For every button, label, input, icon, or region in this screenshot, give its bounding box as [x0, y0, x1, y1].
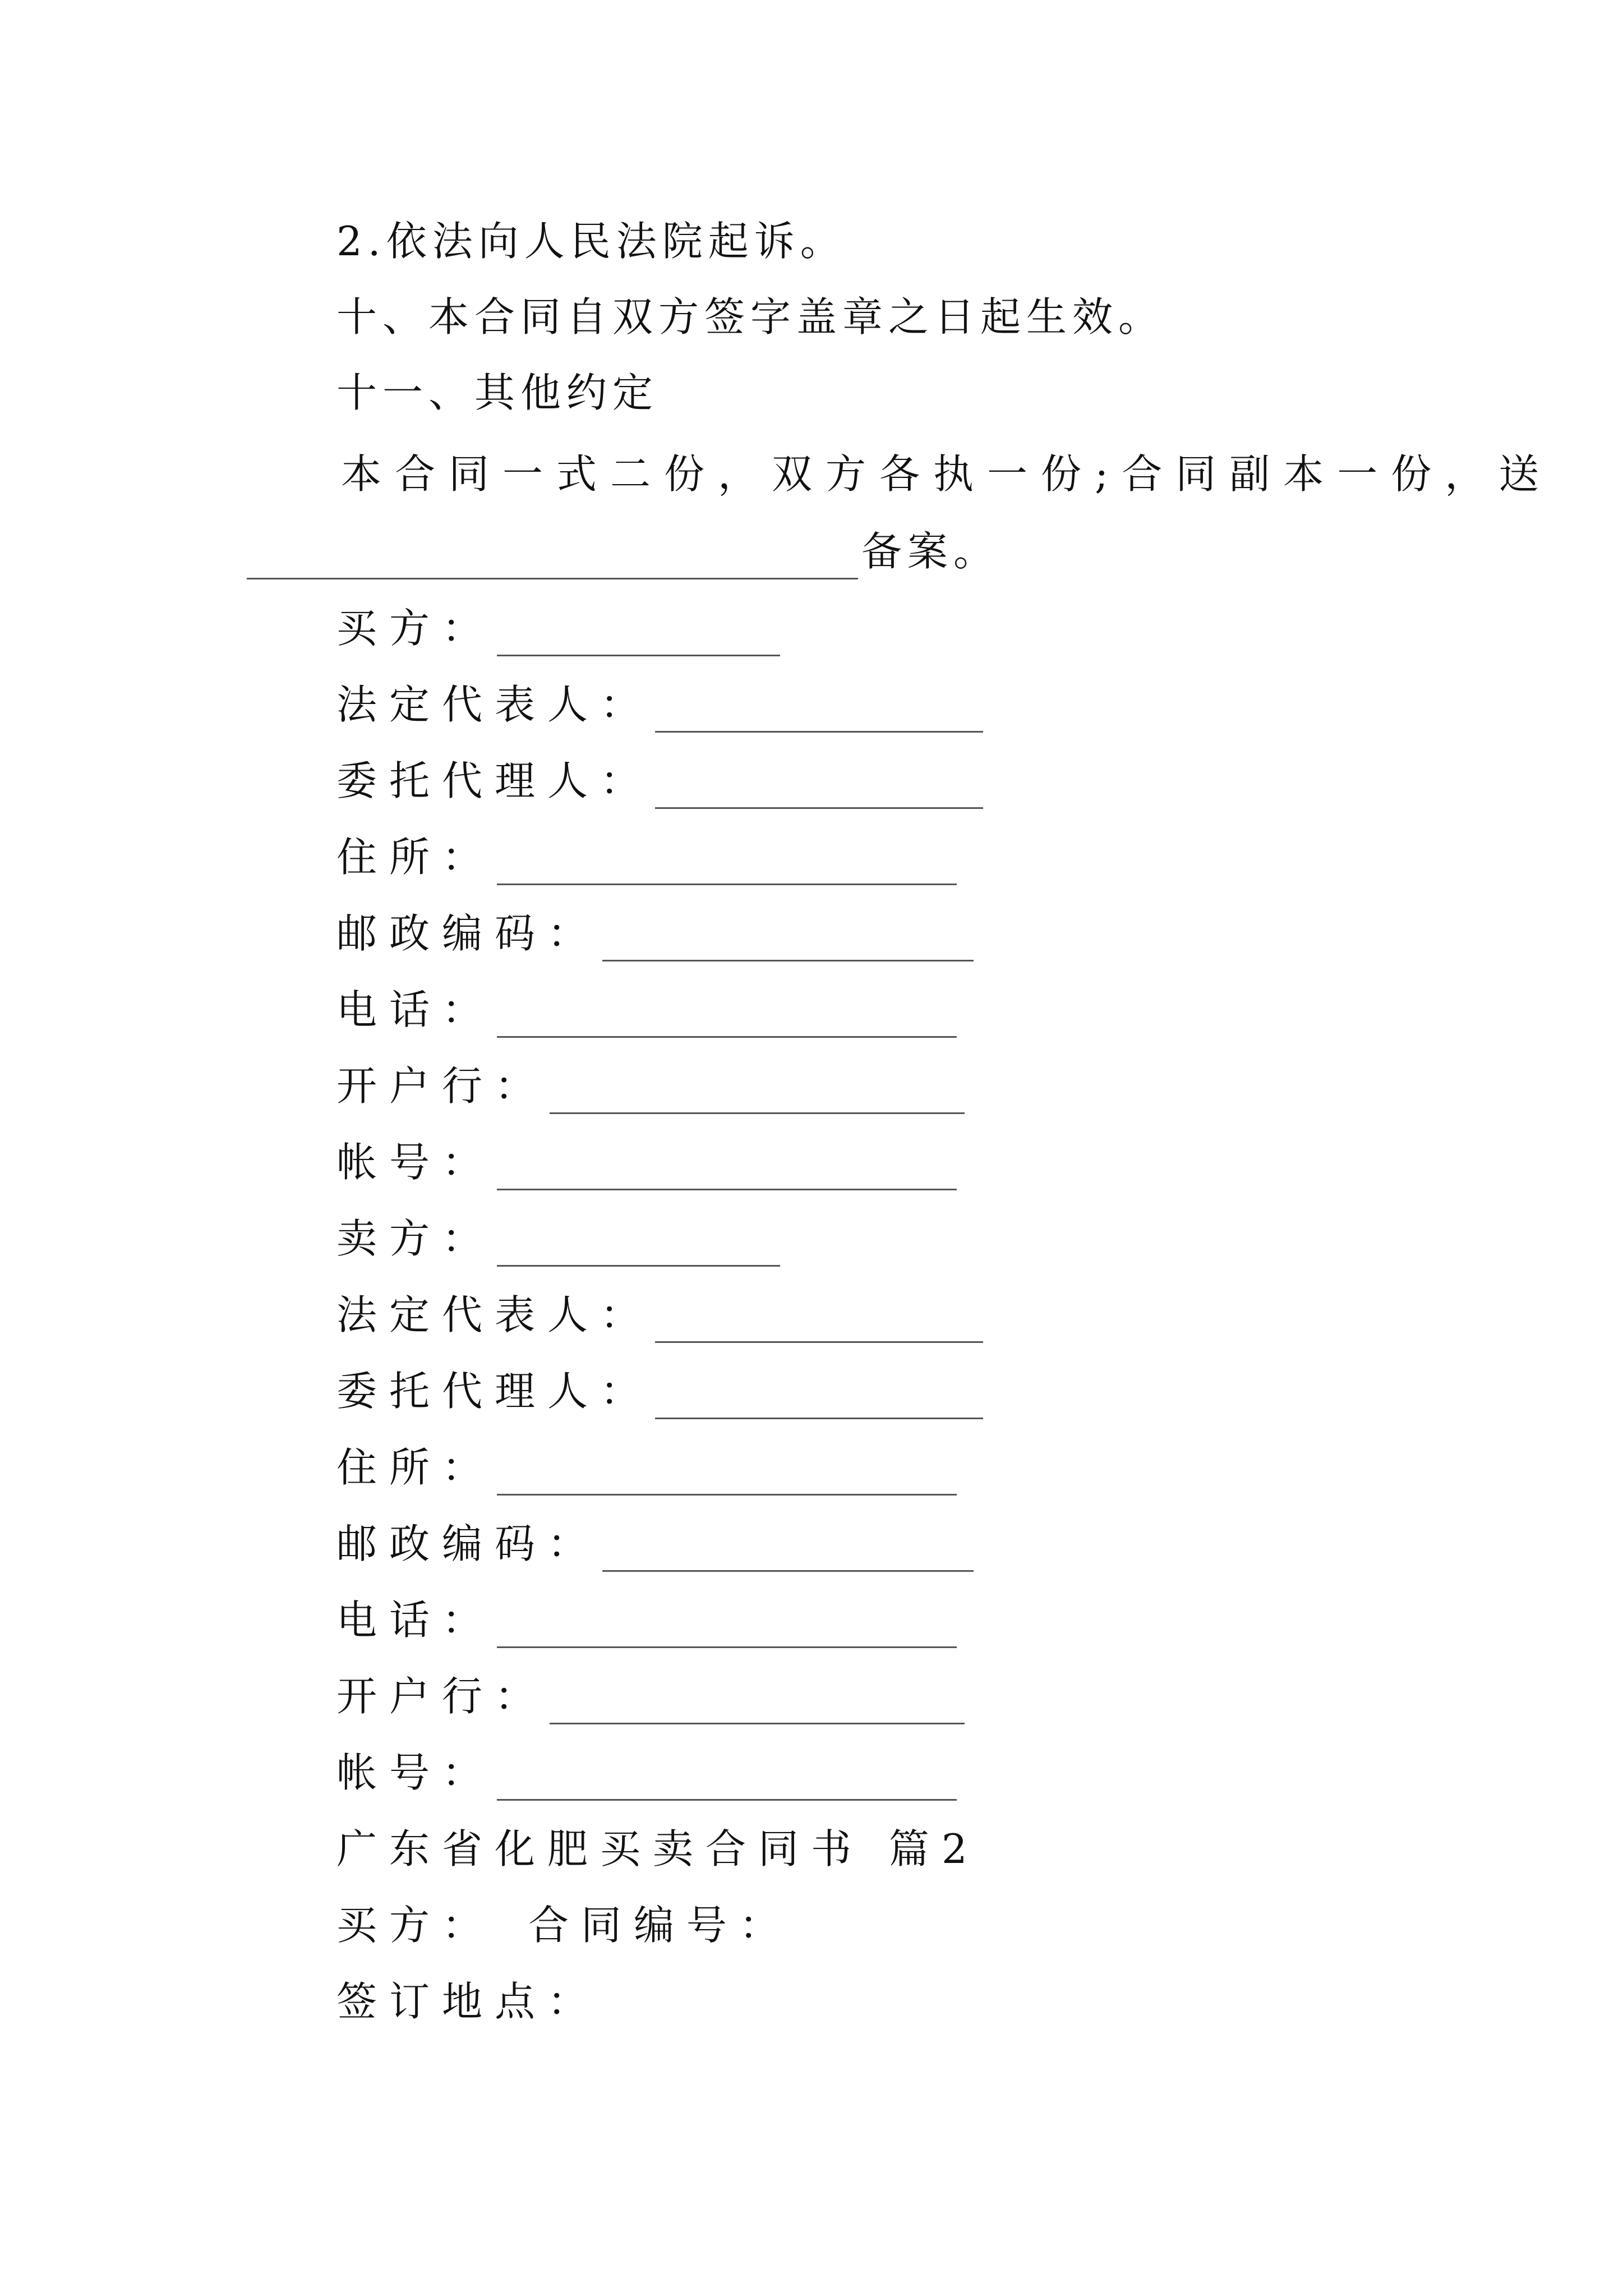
buyer-postcode-label: 邮政编码： — [336, 910, 601, 957]
seller-legal-rep-row — [336, 1287, 983, 1343]
seller-label: 卖方： — [336, 1215, 495, 1262]
clause-item-11-title: 十一、其他约定 — [336, 369, 659, 416]
buyer-account-blank[interactable] — [497, 1147, 957, 1190]
buyer-phone-row — [336, 982, 957, 1038]
buyer-label: 买方： — [336, 605, 495, 652]
seller-blank[interactable] — [497, 1223, 780, 1267]
buyer-legal-rep-label: 法定代表人： — [336, 681, 653, 728]
section2-buyer-row — [336, 1897, 792, 1953]
seller-legal-rep-blank[interactable] — [655, 1300, 983, 1343]
clause-item-10: 十、本合同自双方签字盖章之日起生效。 — [336, 293, 1165, 341]
seller-phone-blank[interactable] — [497, 1605, 957, 1648]
seller-agent-row — [336, 1363, 983, 1419]
clause-item-2: 2.依法向人民法院起诉。 — [336, 218, 846, 265]
filing-text: 备案。 — [861, 528, 1000, 575]
buyer-postcode-blank[interactable] — [602, 918, 974, 961]
seller-address-label: 住所： — [336, 1444, 495, 1491]
seller-postcode-label: 邮政编码： — [336, 1520, 601, 1567]
copies-clause-text: 本合同一式二份，双方各执一份;合同副本一份，送 — [341, 450, 1553, 498]
filing-row — [247, 523, 999, 579]
buyer-agent-blank[interactable] — [655, 766, 983, 809]
buyer-postcode-row — [336, 905, 974, 961]
buyer-bank-blank[interactable] — [550, 1071, 965, 1114]
filing-office-blank[interactable] — [247, 536, 858, 579]
buyer-phone-blank[interactable] — [497, 995, 957, 1038]
buyer-legal-rep-blank[interactable] — [655, 689, 983, 733]
buyer-phone-label: 电话： — [336, 986, 495, 1033]
section2-sign-place-row — [336, 1973, 600, 2030]
seller-agent-label: 委托代理人： — [336, 1368, 653, 1415]
section2-buyer-label: 买方： — [336, 1902, 495, 1949]
seller-postcode-blank[interactable] — [602, 1529, 974, 1572]
buyer-blank[interactable] — [497, 613, 780, 656]
seller-account-row — [336, 1745, 957, 1801]
seller-account-blank[interactable] — [497, 1757, 957, 1801]
buyer-agent-row — [336, 753, 983, 809]
buyer-agent-label: 委托代理人： — [336, 757, 653, 804]
seller-row — [336, 1211, 780, 1267]
section2-sign-place-label: 签订地点： — [336, 1978, 601, 2025]
seller-account-label: 帐号： — [336, 1749, 495, 1796]
seller-postcode-row — [336, 1516, 974, 1572]
buyer-account-label: 帐号： — [336, 1139, 495, 1186]
seller-legal-rep-label: 法定代表人： — [336, 1291, 653, 1338]
seller-phone-label: 电话： — [336, 1596, 495, 1644]
buyer-legal-rep-row — [336, 677, 983, 733]
section2-contract-no-label: 合同编号： — [528, 1902, 792, 1949]
buyer-address-blank[interactable] — [497, 842, 957, 885]
buyer-bank-row — [336, 1058, 965, 1114]
seller-agent-blank[interactable] — [655, 1376, 983, 1419]
buyer-account-row — [336, 1134, 957, 1190]
section2-title: 广东省化肥买卖合同书 篇2 — [336, 1825, 980, 1872]
buyer-row — [336, 600, 780, 656]
seller-address-row — [336, 1439, 957, 1496]
seller-bank-row — [336, 1668, 965, 1724]
seller-bank-blank[interactable] — [550, 1681, 965, 1724]
buyer-address-label: 住所： — [336, 834, 495, 881]
seller-bank-label: 开户行： — [336, 1673, 548, 1720]
buyer-bank-label: 开户行： — [336, 1062, 548, 1110]
seller-phone-row — [336, 1592, 957, 1648]
buyer-address-row — [336, 829, 957, 885]
seller-address-blank[interactable] — [497, 1452, 957, 1496]
